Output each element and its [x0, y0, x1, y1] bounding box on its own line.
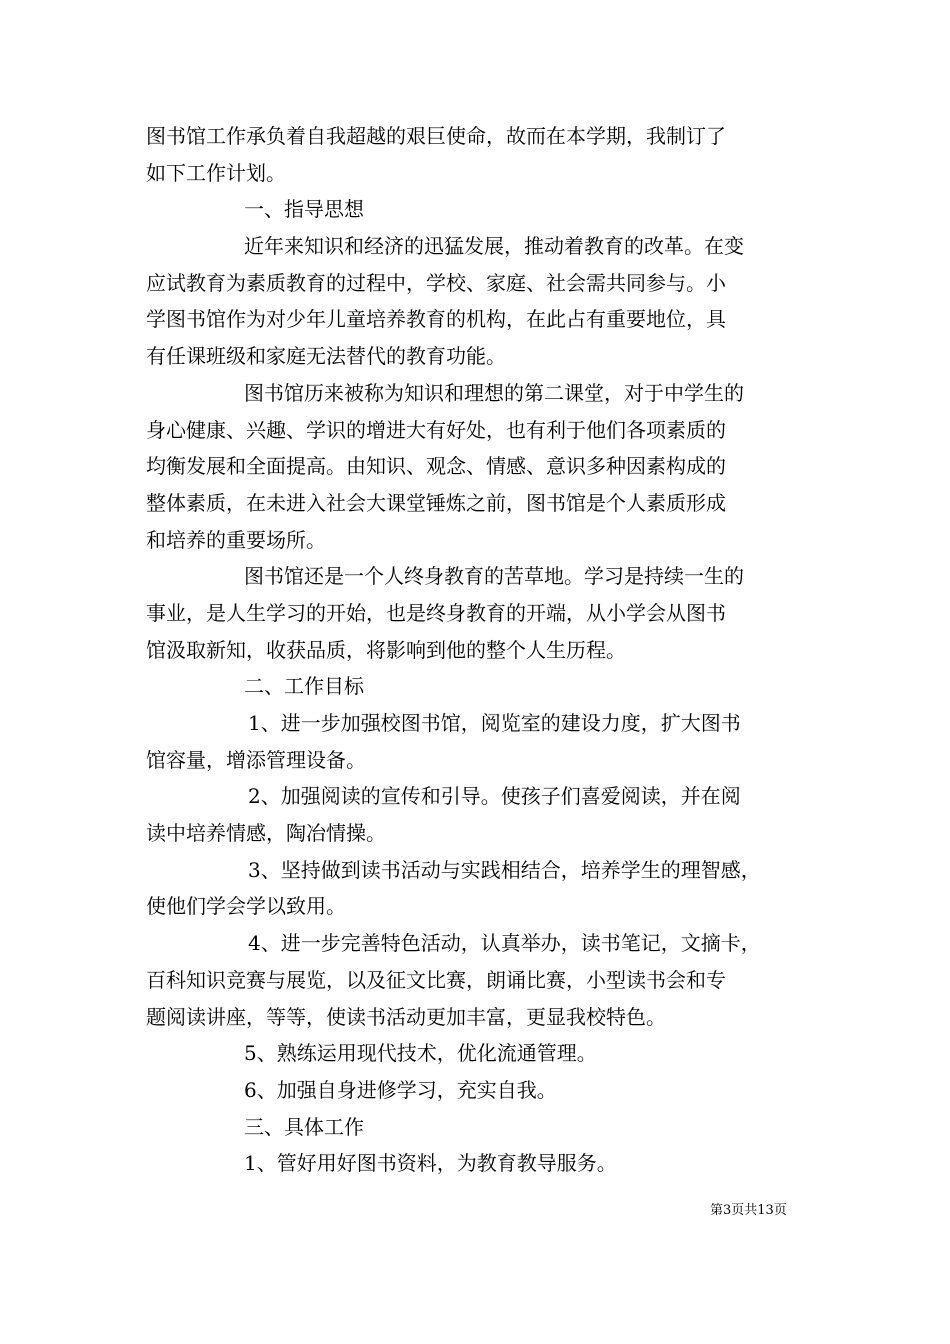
list-item-line: 3、坚持做到读书活动与实践相结合，培养学生的理智感，	[248, 857, 761, 882]
paragraph-line: 图书馆工作承负着自我超越的艰巨使命，故而在本学期，我制订了	[146, 124, 726, 148]
paragraph-line: 图书馆还是一个人终身教育的苦草地。学习是持续一生的	[244, 564, 744, 589]
section-heading: 一、指导思想	[244, 197, 364, 222]
list-item-line: 读中培养情感，陶冶情操。	[146, 821, 386, 846]
page-number-footer: 第3页共13页	[710, 1203, 787, 1218]
paragraph-line: 整体素质，在未进入社会大课堂锤炼之前，图书馆是个人素质形成	[146, 490, 726, 515]
list-item-line: 馆容量，增添管理设备。	[146, 747, 366, 772]
paragraph-line: 身心健康、兴趣、学识的增进大有好处，也有利于他们各项素质的	[146, 417, 726, 442]
list-item-line: 题阅读讲座，等等，使读书活动更加丰富，更显我校特色。	[146, 1004, 666, 1029]
paragraph-line: 有任课班级和家庭无法替代的教育功能。	[146, 344, 506, 369]
list-item-line: 4、进一步完善特色活动，认真举办，读书笔记，文摘卡，	[248, 931, 761, 956]
list-item-line: 2、加强阅读的宣传和引导。使孩子们喜爱阅读，并在阅	[248, 784, 741, 809]
paragraph-line: 应试教育为素质教育的过程中，学校、家庭、社会需共同参与。小	[146, 270, 726, 295]
list-item-line: 5、熟练运用现代技术，优化流通管理。	[244, 1041, 597, 1066]
paragraph-line: 如下工作计划。	[146, 160, 286, 185]
paragraph-line: 和培养的重要场所。	[146, 527, 326, 552]
list-item-line: 6、加强自身进修学习，充实自我。	[244, 1077, 557, 1102]
paragraph-line: 图书馆历来被称为知识和理想的第二课堂，对于中学生的	[244, 380, 744, 405]
paragraph-line: 均衡发展和全面提高。由知识、观念、情感、意识多种因素构成的	[146, 454, 726, 479]
list-item-line: 1、管好用好图书资料，为教育教导服务。	[244, 1151, 617, 1176]
paragraph-line: 近年来知识和经济的迅猛发展，推动着教育的改革。在变	[244, 234, 744, 259]
list-item-line: 使他们学会学以致用。	[146, 894, 346, 919]
paragraph-line: 事业，是人生学习的开始，也是终身教育的开端，从小学会从图书	[146, 600, 726, 625]
document-body	[146, 118, 806, 1182]
section-heading: 二、工作目标	[244, 674, 364, 699]
paragraph-line: 学图书馆作为对少年儿童培养教育的机构，在此占有重要地位，具	[146, 307, 726, 332]
section-heading: 三、具体工作	[244, 1114, 364, 1139]
paragraph-line: 馆汲取新知，收获品质，将影响到他的整个人生历程。	[146, 637, 626, 662]
list-item-line: 百科知识竞赛与展览，以及征文比赛，朗诵比赛，小型读书会和专	[146, 967, 726, 992]
list-item-line: 1、进一步加强校图书馆，阅览室的建设力度，扩大图书	[248, 711, 741, 735]
